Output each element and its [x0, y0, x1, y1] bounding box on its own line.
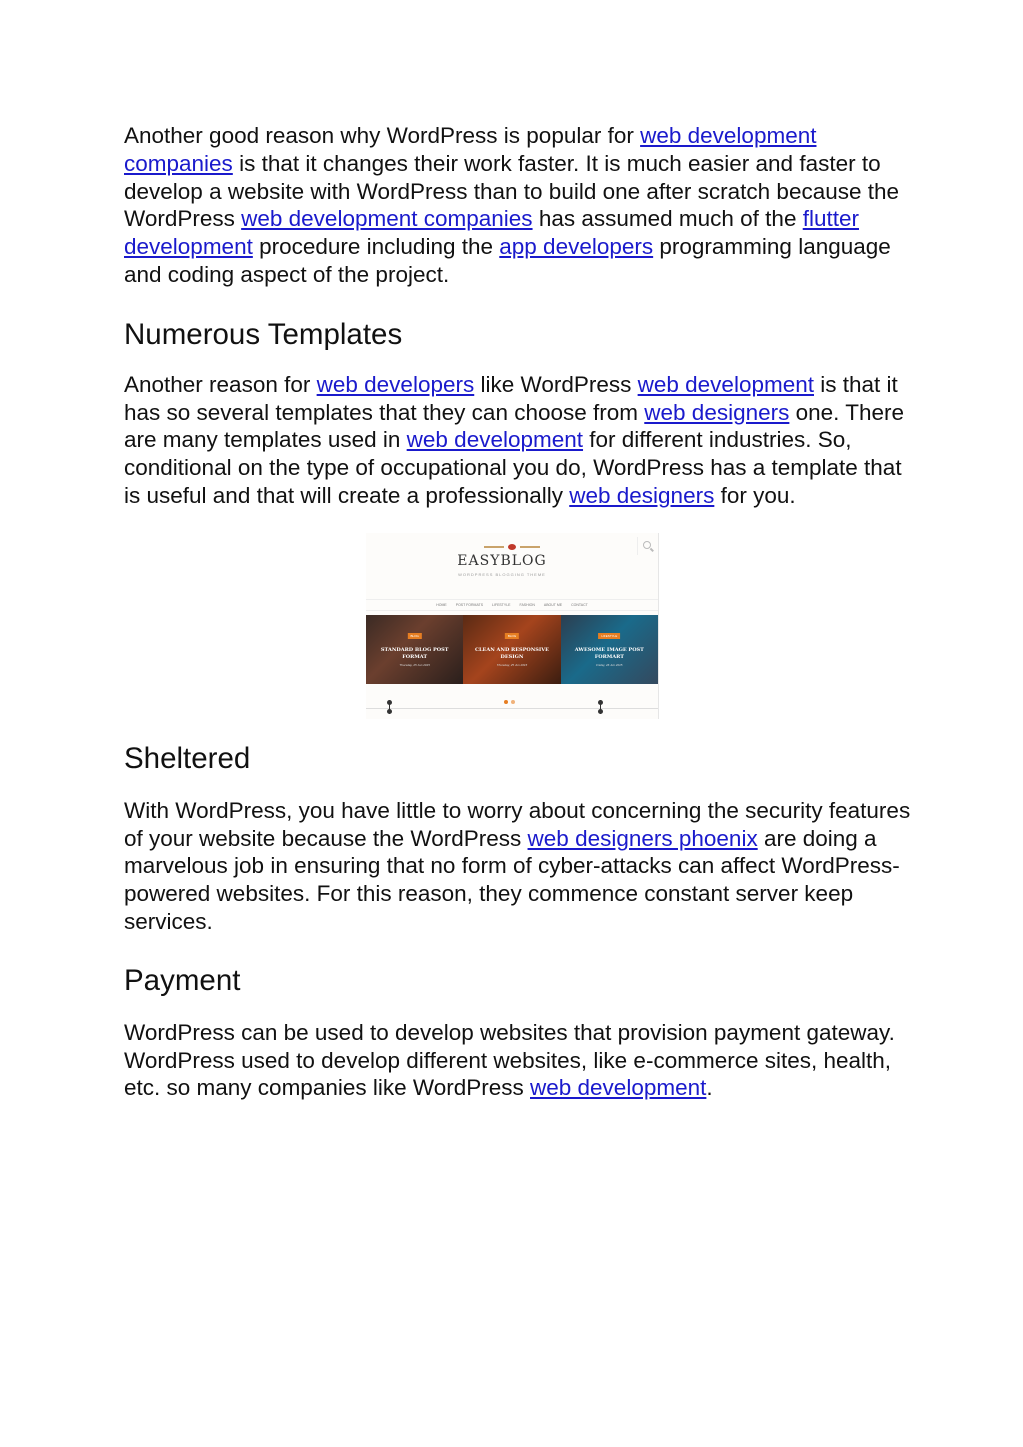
slide-title: CLEAN AND RESPONSIVE DESIGN — [475, 646, 549, 660]
text-segment: With WordPress, you have little to worry about concerning the security features of your website because the WordPress — [124, 797, 911, 851]
slide-title: STANDARD BLOG POST FORMAT — [380, 646, 449, 660]
text-segment: Another reason for — [124, 371, 317, 397]
slider — [366, 615, 658, 684]
link-web-designers-2[interactable]: web designers — [569, 482, 715, 508]
slide-title: AWESOME IMAGE POST FORMART — [574, 646, 644, 660]
heading-sheltered: Sheltered — [124, 741, 251, 775]
text-segment: Another good reason why WordPress is popular for — [124, 123, 641, 148]
text-segment: for different industries. So, conditional on the type of occupational you do, WordPress has a template that is useful and that will create a professionally — [124, 427, 902, 508]
slide — [366, 615, 463, 684]
blog-logo: EASYBLOG — [457, 552, 547, 569]
ornament-icon — [484, 544, 540, 550]
heading-payment: Payment — [124, 963, 241, 997]
paragraph-security — [124, 797, 914, 936]
link-web-developers[interactable]: web developers — [316, 371, 475, 397]
pin-icon — [599, 698, 602, 715]
slide-category: BLOG — [407, 633, 421, 639]
text-segment: for you. — [714, 482, 796, 508]
nav-item: POST FORMATS — [455, 602, 484, 607]
text-segment: is that it changes their work faster. It is much easier and faster to develop a website with WordPress than to build one after scratch because the WordPress — [124, 150, 900, 232]
pin-icon — [388, 698, 391, 715]
text-segment: has assumed much of the — [532, 206, 803, 232]
slide-date: Thursday, 25 Jun 2015 — [399, 662, 430, 667]
text-segment: one. There are many templates used in — [124, 399, 905, 453]
document-page — [124, 122, 914, 1102]
link-flutter-development[interactable]: flutter development — [124, 206, 859, 260]
link-web-development-companies-2[interactable]: web development companies — [241, 206, 533, 232]
paragraph-templates — [124, 371, 914, 510]
nav-item: ABOUT ME — [543, 602, 563, 607]
slide-date: Friday, 26 Jun 2015 — [596, 662, 623, 667]
nav-item: LIFESTYLE — [492, 602, 511, 607]
link-web-designers-phoenix[interactable]: web designers phoenix — [527, 825, 758, 851]
text-segment: like WordPress — [474, 371, 638, 397]
paragraph-payment — [124, 1019, 914, 1102]
slide — [561, 615, 658, 684]
blog-nav — [366, 599, 658, 611]
slide-date: Thursday, 25 Jun 2015 — [496, 662, 528, 667]
nav-item: HOME — [436, 602, 447, 607]
blog-tagline: WORDPRESS BLOGGING THEME — [458, 571, 546, 577]
link-web-designers[interactable]: web designers — [644, 399, 790, 425]
text-segment: WordPress can be used to develop websites that provision payment gateway. WordPress used to develop different websites, like e-commerce sites, health, etc. so many companies like WordPress — [124, 1019, 895, 1101]
nav-item: FASHION — [519, 602, 535, 607]
link-web-development-3[interactable]: web development — [530, 1075, 707, 1101]
search-icon — [637, 537, 656, 555]
text-segment: . — [706, 1075, 713, 1101]
link-web-development-companies[interactable]: web development companies — [124, 123, 817, 176]
paragraph-intro — [124, 122, 914, 289]
link-web-development[interactable]: web development — [637, 371, 814, 397]
text-segment: programming language and coding aspect of the project. — [124, 234, 891, 287]
link-web-development-2[interactable]: web development — [406, 427, 584, 453]
divider — [366, 708, 658, 709]
link-app-developers[interactable]: app developers — [499, 234, 654, 260]
slide-category: BLOG — [505, 633, 519, 639]
nav-item: CONTACT — [571, 602, 588, 607]
slider-dots — [504, 691, 518, 709]
text-segment: procedure including the — [252, 234, 500, 260]
text-segment: is that it has so several templates that they can choose from — [124, 371, 898, 425]
text-segment: are doing a marvelous job in ensuring that no form of cyber-attacks can affect WordPress-powered websites. For this reason, they commence constant server keep services. — [124, 825, 900, 934]
slide — [463, 615, 560, 684]
slide-category: LIFESTYLE — [598, 633, 620, 639]
easyblog-theme-screenshot — [366, 533, 659, 719]
heading-numerous-templates: Numerous Templates — [124, 317, 403, 351]
